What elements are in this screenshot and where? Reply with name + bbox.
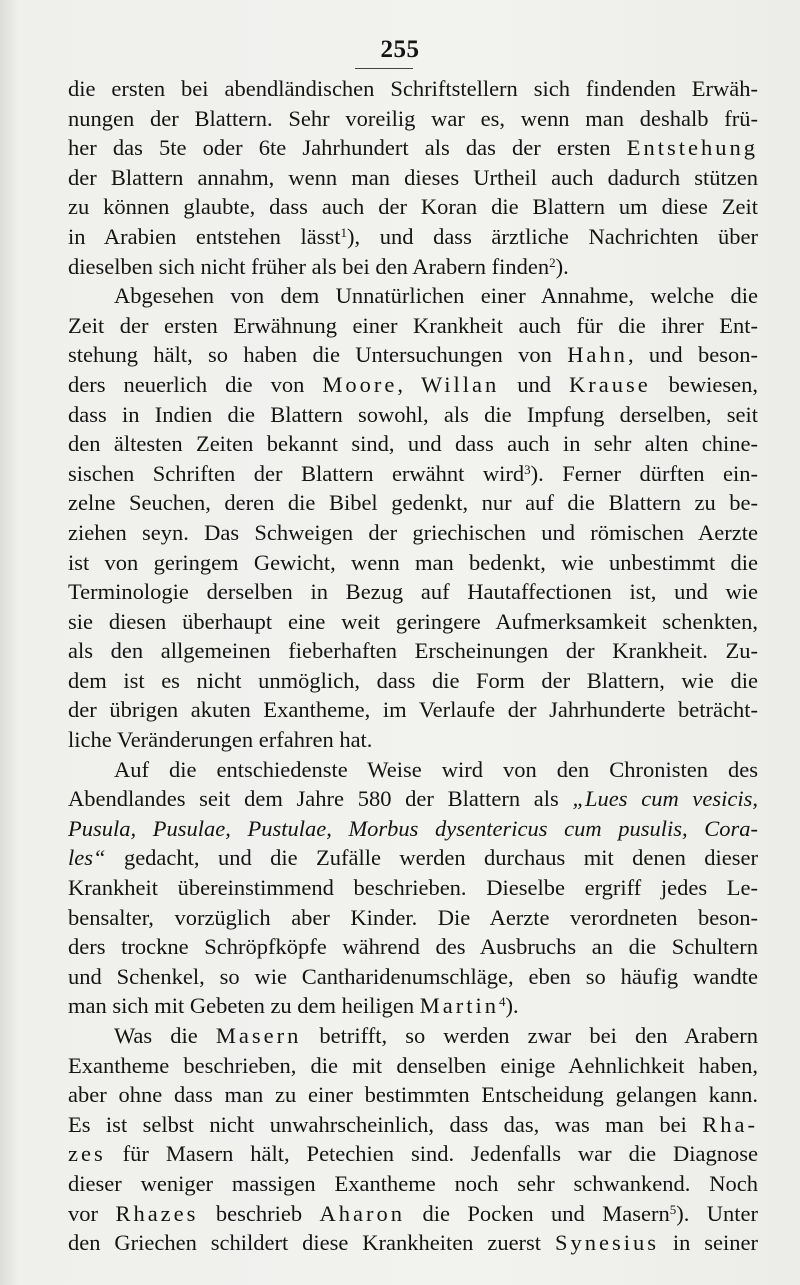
text-line bbox=[68, 459, 758, 489]
text-segment: Terminologie derselben in Bezug auf Hautaffectionen ist, und wie bbox=[68, 579, 758, 605]
text-segment: sie diesen überhaupt eine weit geringere Aufmerksamkeit schenkten, bbox=[68, 608, 758, 634]
text-segment: Zeit der ersten Erwähnung einer Krankheit auch für die ihrer Ent- bbox=[68, 312, 758, 338]
text-line bbox=[68, 488, 758, 518]
text-segment: Krause bbox=[568, 371, 651, 397]
text-segment: „Lues cum vesicis, bbox=[572, 786, 758, 812]
text-line bbox=[68, 548, 758, 578]
text-segment: Rha- bbox=[702, 1111, 758, 1137]
text-line bbox=[68, 843, 758, 873]
text-line bbox=[68, 577, 758, 607]
text-line bbox=[68, 1169, 758, 1199]
text-line bbox=[68, 695, 758, 725]
text-line bbox=[68, 340, 758, 370]
text-line bbox=[68, 873, 758, 903]
text-line bbox=[68, 1021, 758, 1051]
text-segment: Moore bbox=[322, 371, 398, 397]
text-segment: betrifft, so werden zwar bei den Arabern bbox=[301, 1023, 758, 1048]
text-line bbox=[68, 1051, 758, 1081]
text-segment: , und beson- bbox=[627, 342, 758, 368]
text-segment: les“ bbox=[68, 845, 106, 871]
text-line bbox=[68, 281, 758, 311]
text-segment: nungen der Blattern. Sehr voreilig war es, wenn man deshalb frü- bbox=[68, 105, 758, 131]
text-line bbox=[68, 903, 758, 933]
text-segment: in seiner bbox=[658, 1230, 758, 1256]
text-line bbox=[68, 1110, 758, 1140]
text-line bbox=[68, 607, 758, 637]
text-line bbox=[68, 932, 758, 962]
text-segment: als den allgemeinen fieberhaften Erscheinungen der Krankheit. Zu- bbox=[68, 638, 758, 664]
text-line bbox=[68, 784, 758, 814]
text-line bbox=[68, 163, 758, 193]
text-line bbox=[68, 222, 758, 252]
text-segment: liche Veränderungen erfahren hat. bbox=[68, 727, 373, 753]
text-segment: Synesius bbox=[554, 1230, 659, 1256]
text-segment: Es ist selbst nicht unwahrscheinlich, dass das, was man bei bbox=[68, 1111, 703, 1137]
text-segment: Masern bbox=[215, 1023, 302, 1048]
text-segment: und Schenkel, so wie Cantharidenumschläge, eben so häufig wandte bbox=[68, 963, 758, 989]
footnote-marker: 3 bbox=[524, 461, 531, 477]
footnote-marker: 4 bbox=[499, 994, 506, 1010]
footnote-marker: 1 bbox=[340, 224, 347, 240]
text-segment: der übrigen akuten Exantheme, im Verlaufe der Jahrhunderte beträcht- bbox=[68, 697, 758, 723]
text-line bbox=[68, 74, 758, 104]
text-segment: stehung hält, so haben die Untersuchungen von bbox=[68, 342, 568, 368]
text-segment: dem ist es nicht unmöglich, dass die Form der Blattern, wie die bbox=[68, 667, 758, 693]
text-segment: in Arabien entstehen lässt bbox=[68, 223, 341, 249]
text-segment: ziehen seyn. Das Schweigen der griechischen und römischen Aerzte bbox=[68, 519, 758, 545]
text-segment: Exantheme beschrieben, die mit denselben einige Aehnlichkeit haben, bbox=[68, 1052, 758, 1078]
text-segment: bensalter, vorzüglich aber Kinder. Die Aerzte verordneten beson- bbox=[68, 904, 758, 930]
text-line bbox=[68, 755, 758, 785]
text-segment: die Pocken und Masern bbox=[405, 1200, 670, 1226]
body-text bbox=[68, 74, 758, 1258]
text-segment: ders trockne Schröpfköpfe während des Ausbruchs an die Schultern bbox=[68, 934, 758, 960]
text-segment: Willan bbox=[420, 371, 500, 397]
text-segment: Entstehung bbox=[626, 135, 758, 161]
text-segment: den Griechen schildert diese Krankheiten zuerst bbox=[68, 1230, 555, 1256]
text-line bbox=[68, 814, 758, 844]
text-line bbox=[68, 311, 758, 341]
text-line bbox=[68, 1139, 758, 1169]
text-segment: dieser weniger massigen Exantheme noch sehr schwankend. Noch bbox=[68, 1170, 758, 1196]
text-line bbox=[68, 1199, 758, 1229]
text-segment: ). bbox=[505, 993, 519, 1019]
text-segment: beschrieb bbox=[198, 1200, 320, 1226]
text-segment: vor bbox=[68, 1200, 116, 1226]
page-number: 255 bbox=[380, 36, 420, 63]
text-segment: Rhazes bbox=[115, 1200, 199, 1226]
footnote-marker: 5 bbox=[669, 1201, 677, 1217]
text-line bbox=[68, 252, 758, 282]
text-segment: Was die bbox=[114, 1023, 216, 1048]
text-segment: ders neuerlich die von bbox=[68, 371, 323, 397]
text-line bbox=[68, 1228, 758, 1258]
text-segment: Martin bbox=[419, 993, 500, 1019]
text-line bbox=[68, 725, 758, 755]
text-segment: die ersten bei abendländischen Schriftstellern sich findenden Erwäh- bbox=[68, 76, 758, 101]
text-segment: man sich mit Gebeten zu dem heiligen bbox=[68, 993, 420, 1019]
text-segment: ). Ferner dürften ein- bbox=[530, 460, 758, 486]
text-line bbox=[68, 429, 758, 459]
footnote-marker: 2 bbox=[549, 254, 556, 270]
text-segment: Hahn bbox=[567, 342, 628, 368]
text-line bbox=[68, 1080, 758, 1110]
text-segment: ), und dass ärztliche Nachrichten über bbox=[347, 223, 758, 249]
text-segment: ist von geringem Gewicht, wenn man bedenkt, wie unbestimmt die bbox=[68, 549, 758, 575]
text-segment: Abendlandes seit dem Jahre 580 der Blattern als bbox=[68, 786, 573, 812]
text-line bbox=[68, 636, 758, 666]
text-segment: dieselben sich nicht früher als bei den Arabern finden bbox=[68, 253, 550, 279]
text-segment: zu können glaubte, dass auch der Koran die Blattern um diese Zeit bbox=[68, 194, 758, 220]
text-line bbox=[68, 104, 758, 134]
text-segment: für Masern hält, Petechien sind. Jedenfalls war die Diagnose bbox=[105, 1141, 758, 1167]
text-segment: ). Unter bbox=[676, 1200, 758, 1226]
header-rule bbox=[355, 68, 413, 69]
text-line bbox=[68, 666, 758, 696]
text-line bbox=[68, 400, 758, 430]
text-segment: Abgesehen von dem Unnatürlichen einer Annahme, welche die bbox=[114, 283, 758, 309]
text-segment: und bbox=[499, 371, 569, 397]
text-line bbox=[68, 370, 758, 400]
text-segment: Auf die entschiedenste Weise wird von den Chronisten des bbox=[114, 756, 758, 782]
text-segment: ). bbox=[555, 253, 569, 279]
text-segment: Pusula, Pusulae, Pustulae, Morbus dysentericus cum pusulis, Cora- bbox=[68, 815, 758, 841]
text-segment: gedacht, und die Zufälle werden durchaus mit denen dieser bbox=[105, 845, 758, 871]
text-segment: Aharon bbox=[319, 1200, 405, 1226]
text-segment: dass in Indien die Blattern sowohl, als die Impfung derselben, seit bbox=[68, 401, 758, 427]
text-segment: zelne Seuchen, deren die Bibel gedenkt, nur auf die Blattern zu be- bbox=[68, 490, 758, 516]
text-segment: bewiesen, bbox=[650, 371, 758, 397]
text-segment: , bbox=[397, 371, 421, 397]
text-line bbox=[68, 991, 758, 1021]
text-segment: sischen Schriften der Blattern erwähnt wird bbox=[68, 460, 525, 486]
text-line bbox=[68, 518, 758, 548]
text-segment: zes bbox=[68, 1141, 106, 1167]
text-segment: der Blattern annahm, wenn man dieses Urtheil auch dadurch stützen bbox=[68, 164, 758, 190]
text-segment: den ältesten Zeiten bekannt sind, und dass auch in sehr alten chine- bbox=[68, 431, 758, 457]
text-segment: aber ohne dass man zu einer bestimmten Entscheidung gelangen kann. bbox=[68, 1082, 758, 1108]
text-line bbox=[68, 962, 758, 992]
text-line bbox=[68, 133, 758, 163]
text-line bbox=[68, 192, 758, 222]
text-segment: Krankheit übereinstimmend beschrieben. Dieselbe ergriff jedes Le- bbox=[68, 875, 758, 901]
text-segment: her das 5te oder 6te Jahrhundert als das der ersten bbox=[68, 135, 627, 161]
